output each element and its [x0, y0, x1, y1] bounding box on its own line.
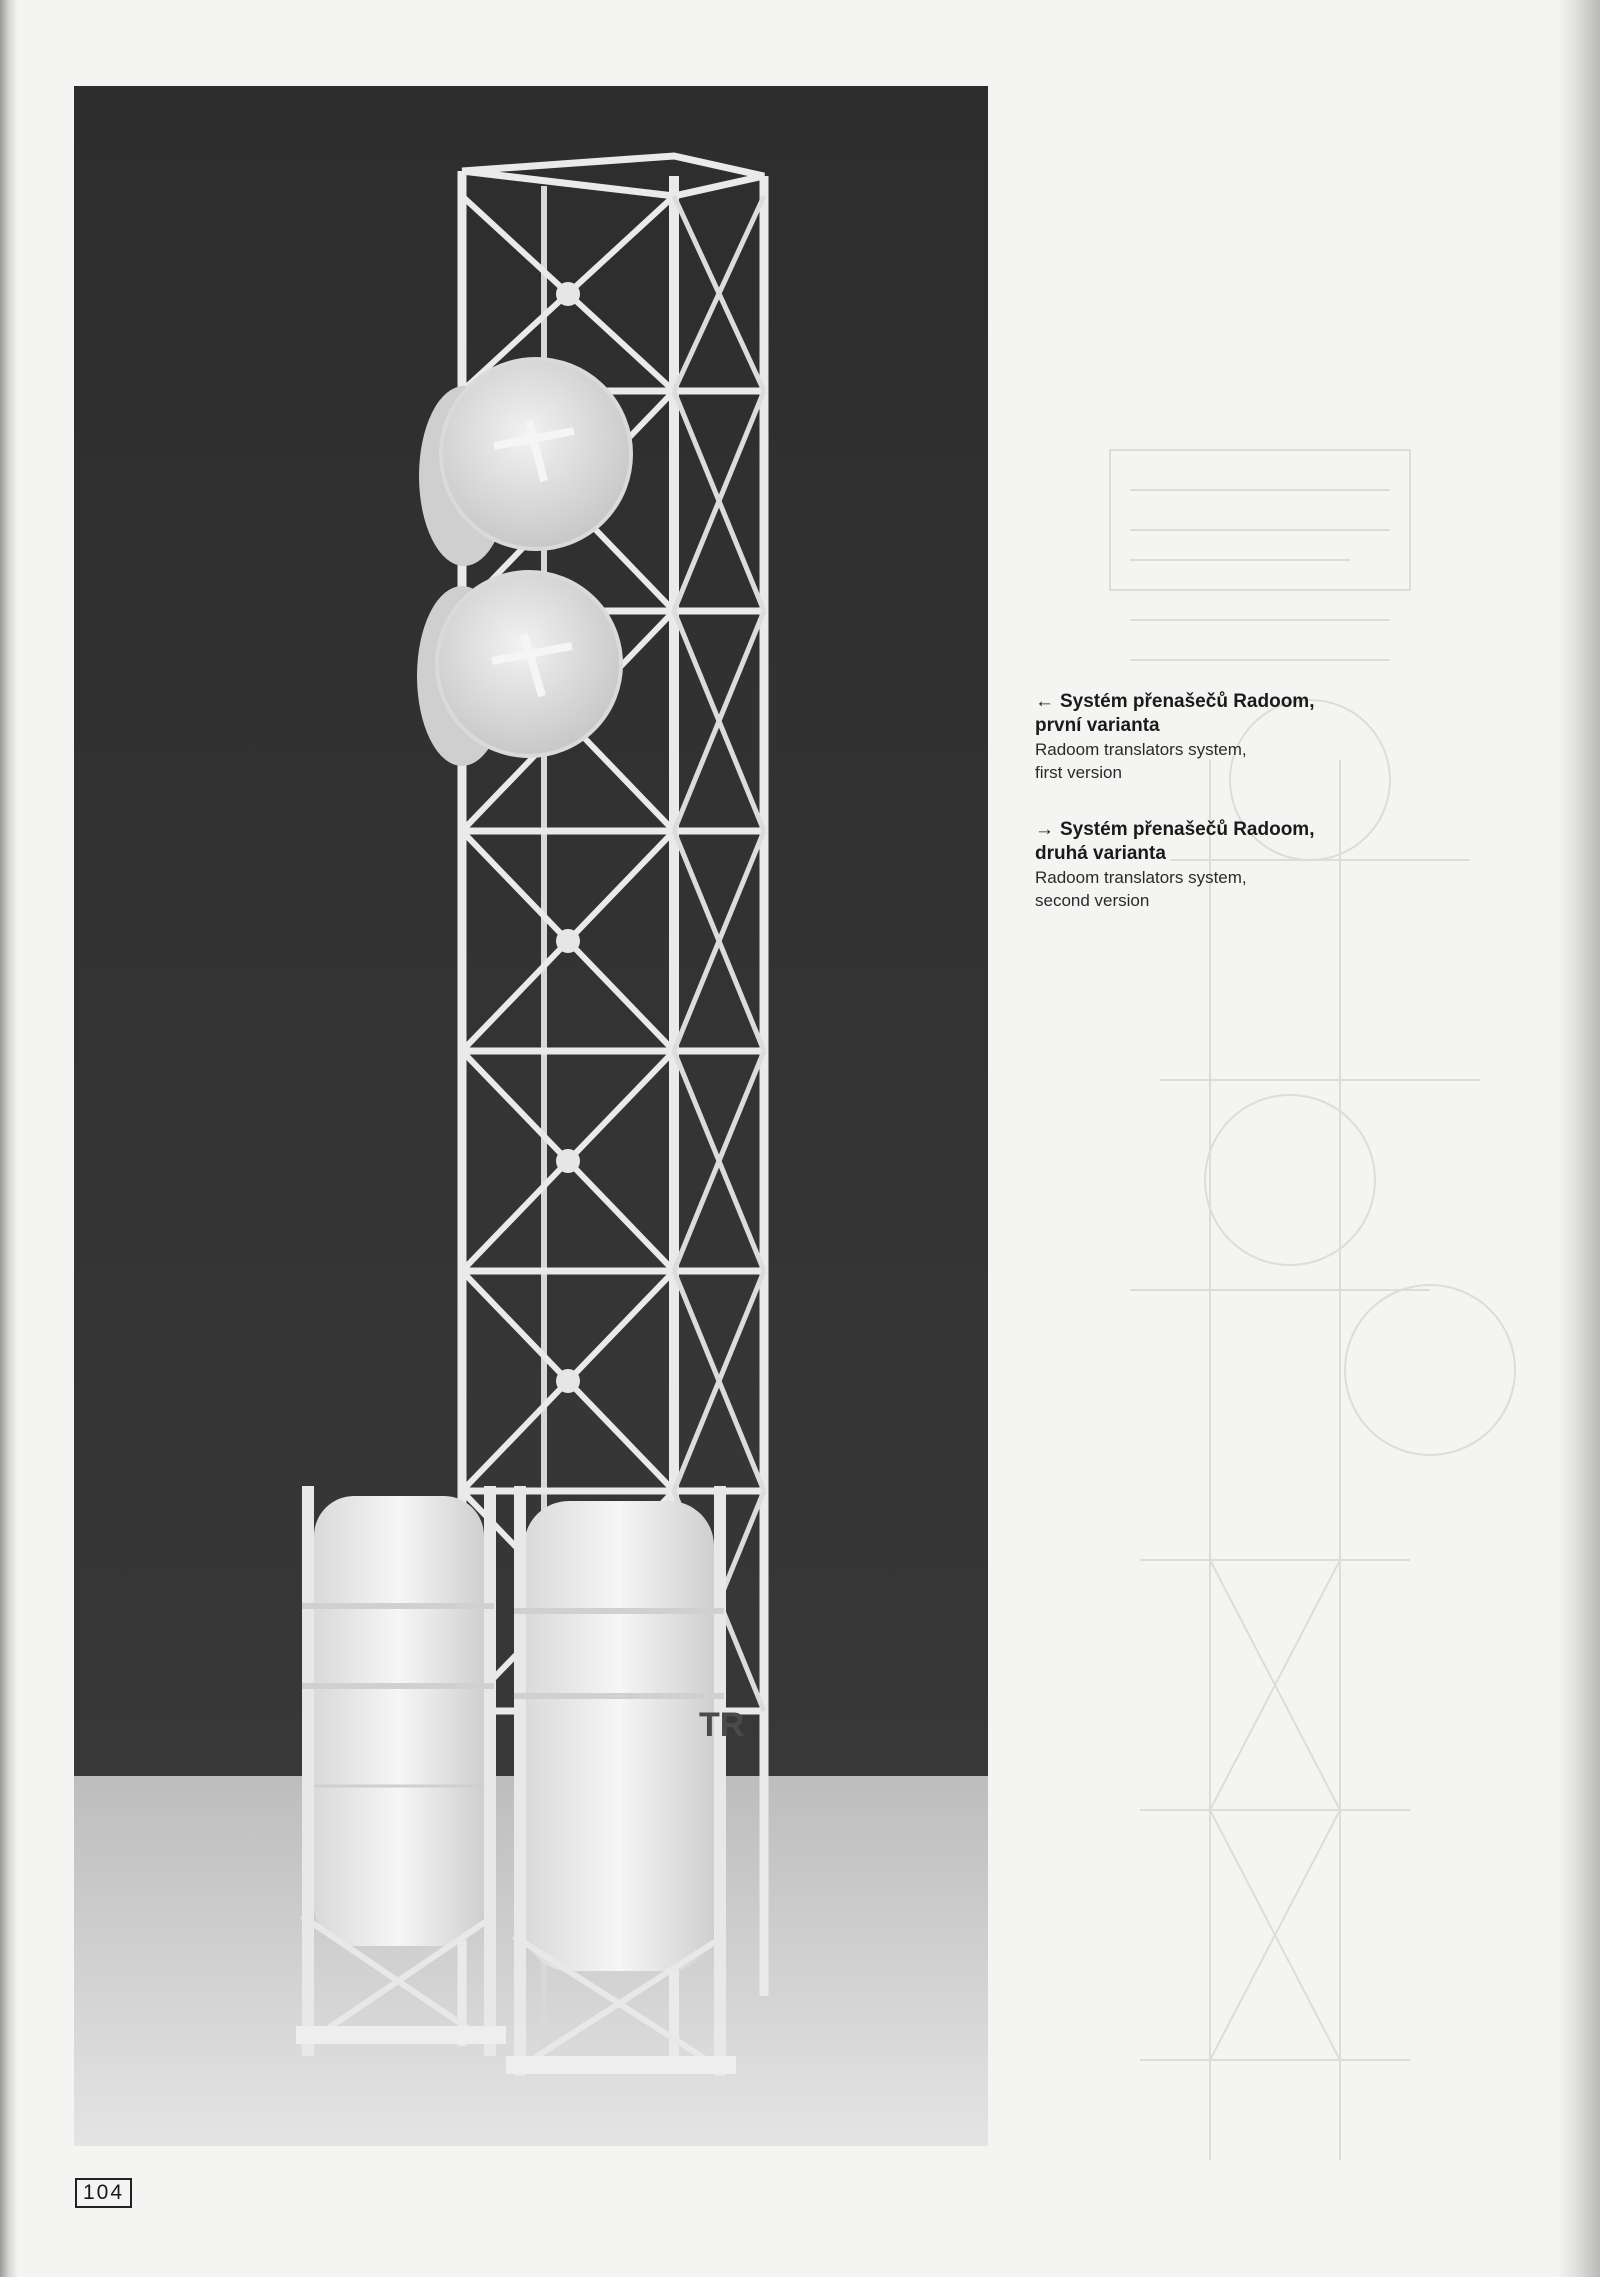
- caption-title-en-line2: first version: [1035, 763, 1122, 782]
- arrow-left-icon: ←: [1035, 691, 1054, 712]
- caption-title-cz-line2: první varianta: [1035, 715, 1160, 736]
- caption-second-version: [1035, 818, 1355, 912]
- caption-title-cz: Systém přenašečů Radoom,: [1060, 819, 1315, 840]
- page-edge-left: [0, 0, 18, 2277]
- tower-model-photo: [74, 86, 988, 2146]
- dish-lower: [417, 572, 621, 766]
- caption-title-en: Radoom translators system,: [1035, 868, 1247, 887]
- show-through-drawing: [1010, 60, 1558, 2260]
- page-number: 104: [75, 2178, 132, 2208]
- caption-block: [1035, 690, 1355, 946]
- arrow-right-icon: →: [1035, 819, 1054, 840]
- caption-title-cz-line2: druhá varianta: [1035, 843, 1166, 864]
- caption-first-version: [1035, 690, 1355, 784]
- page-edge-right: [1558, 0, 1600, 2277]
- tank-label: TR: [699, 1706, 745, 1744]
- caption-title-cz: Systém přenašečů Radoom,: [1060, 691, 1315, 712]
- caption-title-en-line2: second version: [1035, 891, 1150, 910]
- caption-title-en: Radoom translators system,: [1035, 740, 1247, 759]
